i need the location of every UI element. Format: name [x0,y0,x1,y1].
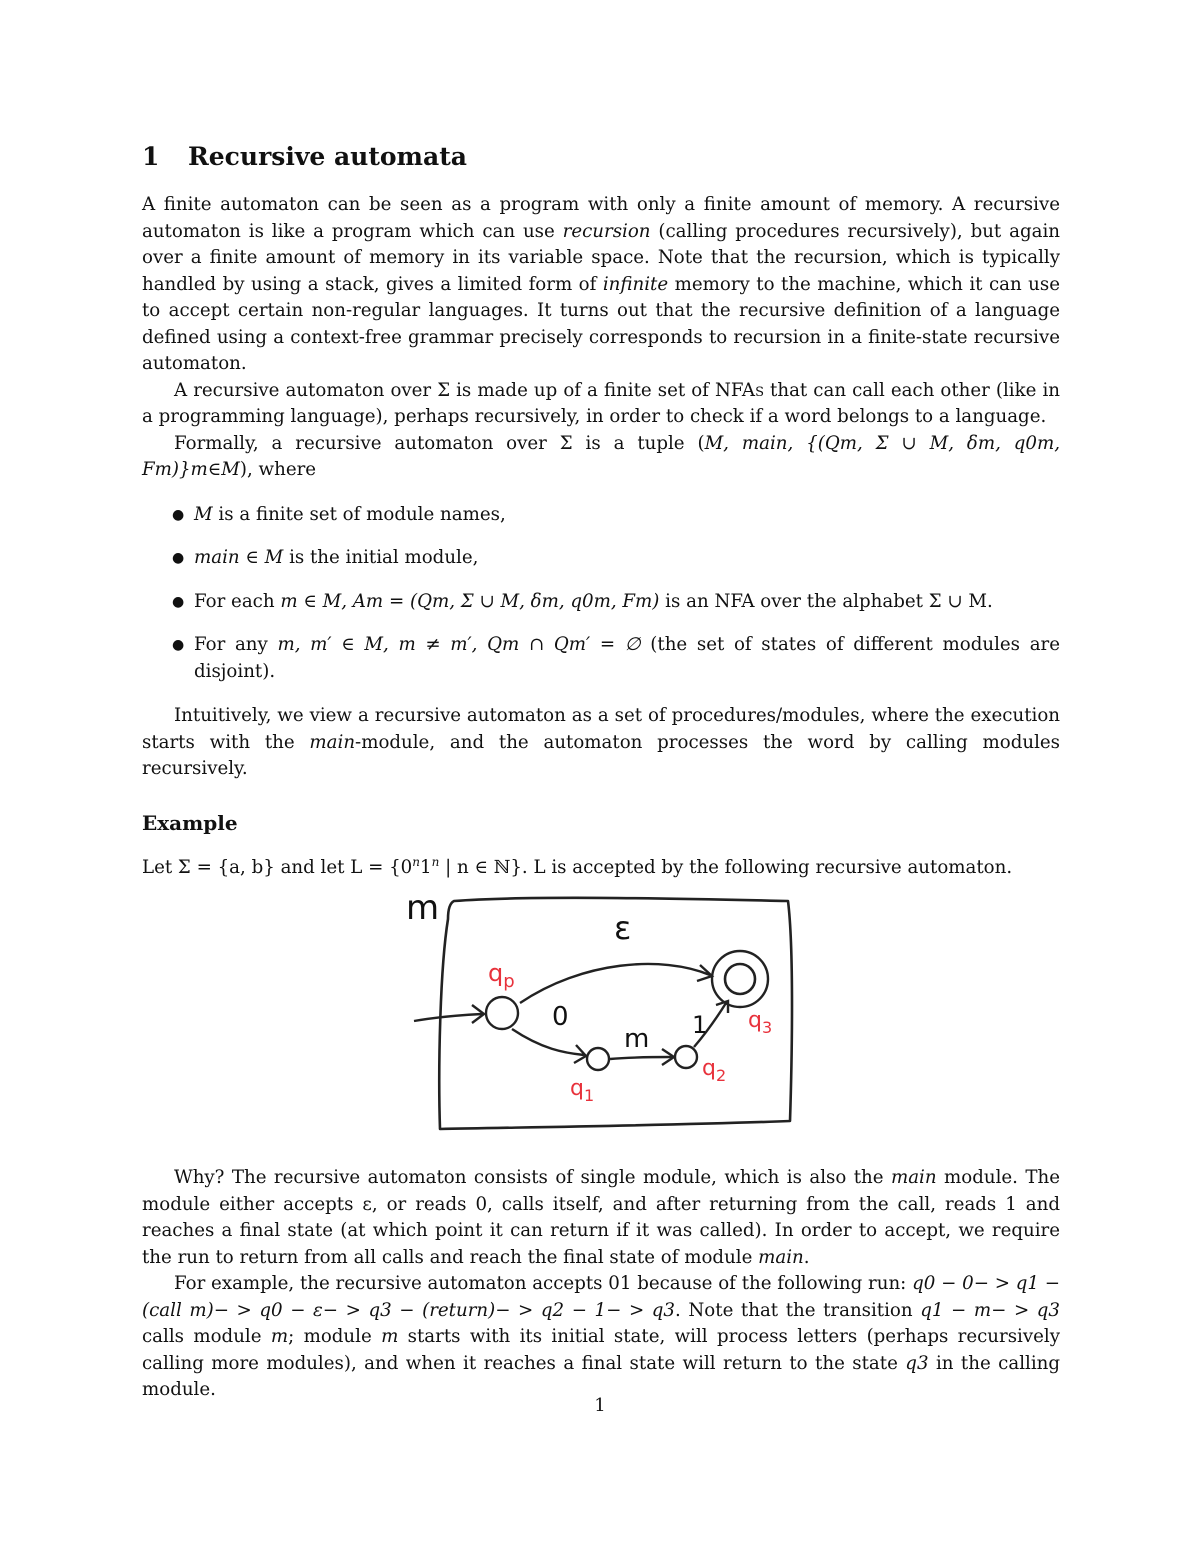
intro-p2-part-b: that can call each other (like in a programming language), perhaps recursively, in order to check if a word belongs to a language. [142,379,1060,427]
run-module-1: m [270,1326,289,1348]
state-q3-inner [725,964,755,994]
start-arrow [414,1014,482,1021]
edge-epsilon-label: ε [614,909,632,948]
section-heading [142,140,1060,174]
example-statement-a: Let Σ = {a, b} and let L = {0 [142,856,413,878]
state-qp [486,997,518,1029]
edge-zero-label: 0 [552,1002,569,1033]
run-module-2: m [381,1326,399,1348]
list-item [142,589,1060,616]
module-label: m [406,889,440,929]
intuition-part-a: Intuitively, we view a recursive automaton as a set of procedures/modules, where the execution starts with the [142,705,1060,753]
automaton-diagram [392,889,812,1151]
state-q3-label: $q_3$ [748,1008,773,1038]
run-transition: q1 − m− > q3 [920,1299,1060,1321]
example-heading: Example [142,810,238,835]
edge-epsilon [520,964,710,1003]
why-part-c: . [803,1246,810,1268]
state-q2-label: $q_2$ [702,1056,727,1086]
item-math: m ∈ M, Am = (Qm, Σ ∪ M, δm, q0m, Fm) [280,590,660,612]
run-part-e: starts with its initial state, will process letters (perhaps recursively calling more modules), and when it reaches a final state will return to the state [142,1326,1060,1374]
bullet-icon: ● [172,506,185,523]
why-part-a: Why? The recursive automaton consists of single module, which is also the [174,1167,891,1189]
definition-list [142,502,1060,686]
run-part-d: ; module [288,1326,382,1348]
item-text: is an NFA over the alphabet Σ ∪ M. [659,590,993,612]
why-paragraph [142,1165,1060,1271]
intro-p1-recursion: recursion [562,220,651,242]
item-math: M [194,503,213,525]
intro-paragraph-1 [142,192,1060,378]
edge-m [610,1057,672,1059]
intro-p2-nfas: NFAs [714,379,764,401]
run-part-a: For example, the recursive automaton accepts 01 because of the following run: [174,1273,913,1295]
why-part-b: module. The module either accepts ε, or reads 0, calls itself, and after returning from the call, reads 1 and reaches a final state (at which point it can return if it was called). In order to accept, we require the run to return from all calls and reach the final state of module [142,1167,1060,1268]
run-part-c: calls module [142,1326,271,1348]
edge-one-label: 1 [692,1011,708,1040]
intuition-paragraph [142,703,1060,783]
intuition-part-b: -module, and the automaton processes the word by calling modules recursively. [142,731,1061,779]
state-q3-outer [712,951,768,1007]
run-part-f: in the calling module. [142,1352,1061,1401]
intro-p1-part-a: A finite automaton can be seen as a program with only a finite amount of memory. A recursive automaton is like a program which can use [142,194,1060,242]
list-item [142,632,1060,685]
state-q2 [675,1046,697,1068]
example-exp-1: n [412,854,420,869]
item-text: (the set of states of different modules are disjoint). [194,634,1060,682]
list-item [142,502,1060,529]
item-text: is the initial module, [283,547,479,568]
bullet-icon: ● [172,637,185,653]
edge-m-label: m [624,1024,650,1055]
automaton-figure [142,889,1060,1151]
example-statement [142,849,1060,882]
item-text: is a finite set of module names, [212,503,506,525]
item-math: main ∈ M [194,547,284,568]
example-statement-b: | n ∈ ℕ}. L is accepted by the following recursive automaton. [439,856,1013,878]
run-paragraph [142,1271,1060,1404]
item-pre: For each [194,590,281,612]
intro-p1-part-c: memory to the machine, which it can use to accept certain non-regular languages. It turns out that the recursive definition of a language defined using a context-free grammar precisely corresponds to recursion in a finite-state recursive automaton. [142,273,1060,374]
section-number: 1 [142,142,160,171]
intro-p3-tuple: M, main, {(Qm, Σ ∪ M, δm, q0m, Fm)}m∈M [142,432,1060,480]
intro-p2-part-a: A recursive automaton over Σ is made up of a finite set of [174,379,715,401]
why-main-2: main [758,1246,804,1268]
page-number: 1 [594,1395,606,1416]
intro-p3-part-b: ), where [239,459,317,480]
list-item [142,545,1060,572]
why-main: main [890,1167,937,1189]
section-title: Recursive automata [188,142,467,171]
intro-paragraph-2 [142,378,1060,431]
example-statement-mid: 1 [419,856,432,878]
state-qp-label: $q_p$ [488,959,515,993]
state-q1-label: $q_1$ [570,1076,595,1106]
state-q1 [587,1048,609,1070]
run-state-q3: q3 [905,1352,929,1374]
intuition-main: main [309,731,356,753]
item-math: m, m′ ∈ M, m ≠ m′, Qm ∩ Qm′ = ∅ [277,634,641,655]
intro-p1-part-b: (calling procedures recursively), but again over a finite amount of memory in its variable space. Note that the recursion, which is typically handled by using a stack, gives a limited form of [142,220,1060,295]
bullet-icon: ● [172,550,185,566]
intro-paragraph-3 [142,431,1060,484]
item-pre: For any [194,634,278,655]
intro-p1-infinite: infinite [602,273,669,295]
page-content [142,140,1060,1404]
run-sequence: q0 − 0− > q1 − (call m)− > q0 − ε− > q3 − (return)− > q2 − 1− > q3 [142,1273,1060,1321]
example-exp-2: n [431,854,440,869]
intro-p3-part-a: Formally, a recursive automaton over Σ is a tuple ( [174,432,705,454]
edge-zero [512,1029,584,1055]
run-part-b: . Note that the transition [675,1299,921,1321]
bullet-icon: ● [172,593,185,610]
